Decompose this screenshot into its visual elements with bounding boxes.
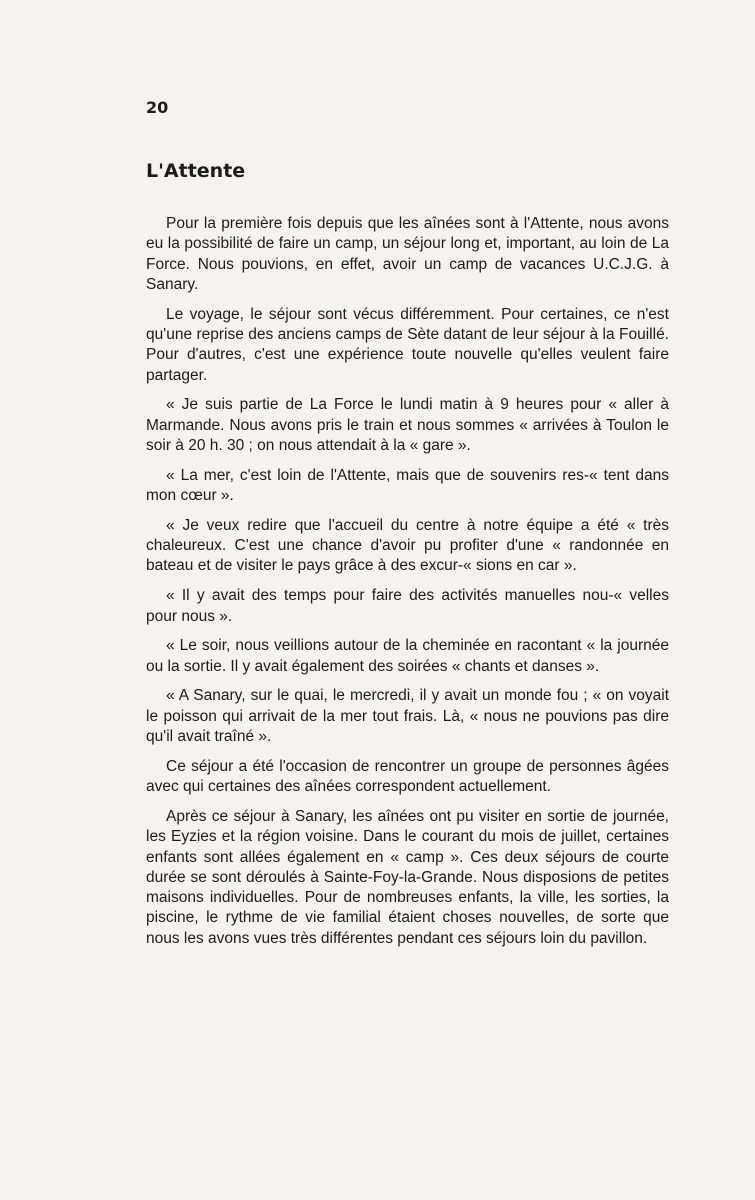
body-text — [146, 214, 669, 959]
paragraph: Après ce séjour à Sanary, les aînées ont pu visiter en sortie de journée, les Eyzies et la région voisine. Dans le courant du mois de juillet, certaines enfants sont allées également en « camp ». Ces deux séjours de courte durée se sont déroulés à Sainte-Foy-la-Grande. Nous disposions de petites maisons individuelles. Pour de nombreuses enfants, la ville, les sorties, la piscine, le rythme de vie familial étaient choses nouvelles, de sorte que nous les avons vues très différentes pendant ces séjours loin du pavillon. — [146, 807, 669, 947]
page-number: 20 — [146, 98, 169, 117]
paragraph: « A Sanary, sur le quai, le mercredi, il y avait un monde fou ; « on voyait le poisson qui arrivait de la mer tout frais. Là, « nous ne pouvions pas dire qu'il avait traîné ». — [146, 687, 669, 746]
paragraph: « Il y avait des temps pour faire des activités manuelles nou-« velles pour nous ». — [146, 587, 669, 625]
paragraph: Ce séjour a été l'occasion de rencontrer un groupe de personnes âgées avec qui certaines des aînées correspondent actuellement. — [146, 757, 669, 796]
section-title: L'Attente — [146, 160, 246, 182]
paragraph: Pour la première fois depuis que les aînées sont à l'Attente, nous avons eu la possibilité de faire un camp, un séjour long et, important, au loin de La Force. Nous pouvions, en effet, avoir un camp de vacances U.C.J.G. à Sanary. — [146, 215, 669, 293]
paragraph: « Je veux redire que l'accueil du centre à notre équipe a été « très chaleureux. C'est une chance d'avoir pu profiter d'une « randonnée en bateau et de visiter le pays grâce à des excur-« sions en car ». — [146, 516, 669, 575]
paragraph: « Le soir, nous veillions autour de la cheminée en racontant « la journée ou la sortie. Il y avait également des soirées « chants et danses ». — [146, 637, 669, 675]
paragraph: « Je suis partie de La Force le lundi matin à 9 heures pour « aller à Marmande. Nous avons pris le train et nous sommes « arrivées à Toulon le soir à 20 h. 30 ; on nous attendait à la « gare ». — [146, 396, 669, 454]
paragraph: Le voyage, le séjour sont vécus différemment. Pour certaines, ce n'est qu'une reprise des anciens camps de Sète datant de leur séjour à la Fouillé. Pour d'autres, c'est une expérience toute nouvelle qu'elles veulent faire partager. — [146, 305, 669, 384]
paragraph: « La mer, c'est loin de l'Attente, mais que de souvenirs res-« tent dans mon cœur ». — [146, 466, 669, 505]
